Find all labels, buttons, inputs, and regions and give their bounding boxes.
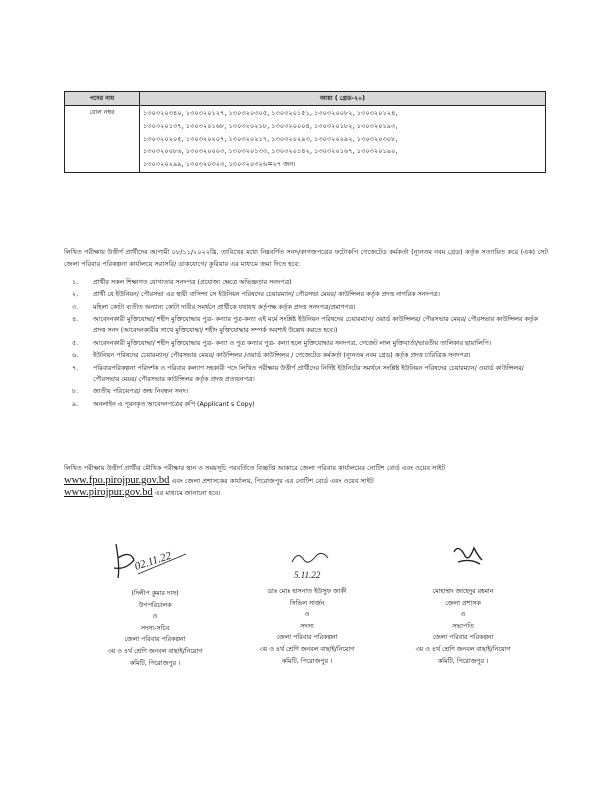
list-item <box>64 302 548 313</box>
signatory-name: (দিলীপ কুমার দাস) <box>131 590 179 597</box>
left-signature-date: 02.11.22 <box>133 549 173 573</box>
signatory-name: মোহাম্মদ জাহেদুর রহমান <box>432 588 494 595</box>
list-item <box>64 363 548 385</box>
item-text: ইউনিয়ন পরিষদের চেয়ারম্যান/ পৌরসভার মেয়র/ কাউন্সিলর /ওয়ার্ড কাউন্সিলর / গেজেটেড কর্মকর্তা (ন্যূনতম নবম গ্রেড) কর্তৃক প্রদত্ত চারিত্রিক সনদপত্র। <box>93 352 471 360</box>
signatory-org: জেলা পরিবার পরিকল্পনা <box>276 634 338 642</box>
list-item <box>64 314 548 336</box>
item-number: ৬. <box>72 352 79 360</box>
document-instructions: লিখিত পরীক্ষায় উত্তীর্ণ প্রার্থীদের আগামী ০৮/১১/২০২২খ্রি. তারিখের মধ্যে নিম্নবর্ণিত সনদ/কাগজপত্রের ফটোকপি গেজেটেড কর্মকর্তা (ন্যূনতম নবম গ্রেড) কর্তৃক সত্যায়িত করে (এক) সেট জেলা পরিবার পরিকল্পনা কার্যালয়ে সরাসরি/ ডাকযোগে/ কুরিয়ার এর মাধ্যমে জমা দিতে হবে: <box>64 248 548 268</box>
mid-signature-mark <box>282 548 352 584</box>
roll-line: ১৩০৩২০১৩৭, ১৩০৩২০১৬৮, ১৩০৩২০২১৮, ১৩০৩২০০০৪, ১৩০৩২০১৮২, ১৩০৩২০১৯৩, <box>143 121 398 130</box>
item-number: ৮. <box>72 388 79 396</box>
fpo-website-link[interactable]: www.fpo.pirojpur.gov.bd <box>64 474 170 486</box>
signatory-conjunction: ও <box>460 611 466 619</box>
signatory-committee: ৩য় ও ৪র্থ শ্রেণি জনবল বাছাই/নিয়োগ <box>259 645 355 653</box>
signature-block-member <box>232 586 382 667</box>
item-number: ২. <box>72 291 79 299</box>
item-number: ৫. <box>72 339 79 347</box>
roll-line: ১৩০৩২০০৮৬, ১৩০৩২০০০৩, ১৩০৩২০১৩৩, ১৩০৩২০১৪২, ১৩০৩২০১৬৭, ১৩০৩২০১৯০, <box>143 147 398 156</box>
signatory-role: সভাপতি <box>452 622 474 630</box>
signatory-role: সদস্য-সচিব <box>140 624 170 632</box>
list-item <box>64 386 548 397</box>
item-text: অনলাইন এ পূরনকৃত আবেদনপত্রের কপি (Applicant s Copy) <box>93 400 255 408</box>
item-text: প্রার্থী যে ইউনিয়ন/ পৌরসভা এর স্থায়ী বাসিন্দা সে ইউনিয়ন পরিষদের চেয়ারম্যান/ পৌরসভা মেয়র/ কাউন্সিলর কর্তৃক প্রদত্ত নাগরিক সনদপত্র। <box>93 291 440 299</box>
right-signature-mark <box>448 542 488 572</box>
required-documents-list <box>64 277 548 411</box>
roll-numbers-cell <box>140 106 546 173</box>
list-item <box>64 289 548 300</box>
item-number: ৯. <box>72 400 79 408</box>
list-item <box>64 277 548 288</box>
mid-signature-date: 5.11.22 <box>294 570 321 580</box>
table-row <box>65 106 546 173</box>
viva-text: এর মাধ্যমে জানানো হবে। <box>154 489 221 498</box>
item-number: ৭. <box>72 364 79 372</box>
signature-block-member-secretary <box>80 588 230 669</box>
table-header-row <box>65 92 546 106</box>
item-text: আবেদনকারী মুক্তিযোদ্ধা/ শহীদ মুক্তিযোদ্ধার পুত্র- কন্যা ও পুত্র কন্যার পুত্র- কন্যা হলে মুক্তিযোদ্ধার সনদপত্র, গেজেট লাল মুক্তিবার্তা/ভারতীয় তালিকার ছায়ালিপি। <box>93 339 492 347</box>
item-text: পরিবারপরিকল্পনা পরিদর্শক ও পরিবার কল্যাণ সহকারী পদে লিখিত পরীক্ষায় উত্তীর্ণ প্রার্থীদের নির্দিষ্ট ইউনিটের সমর্থনে সংশ্লিষ্ট ইউনিয়ন পরিষদের চেয়ারম্যান/ ওয়ার্ড কাউন্সিলর/পৌরসভার মেয়র/ পৌরসভার কাউন্সিলর কর্তৃক প্রদত্ত প্রত্যয়নপত্র। <box>93 364 524 383</box>
viva-notice <box>64 463 548 500</box>
item-number: ১. <box>72 279 79 286</box>
item-text: মহিলা কোটা ব্যতীত অন্যান্য কোটা দাবীর সমর্থনে প্রার্থীকে যথাযথ কর্তৃপক্ষ কর্তৃক প্রদত্ত সনদপত্র/প্রমাণপত্র। <box>93 303 356 311</box>
roll-line: ১৩০৩২০২৯৯, ১৩০৩২০৩২৩, ১৩০৩২০৩২৬=২৭ জন। <box>143 160 296 169</box>
item-text: আবেদনকারী মুক্তিযোদ্ধা/ শহীদ মুক্তিযোদ্ধার পুত্র- কন্যার পুত্র-কন্যা এই মর্মে সংশ্লিষ্ট ইউনিয়ন পরিষদের চেয়ারম্যান/ ওয়ার্ড কাউন্সিলর/ পৌরসভার মেয়র/ পৌরসভার কাউন্সিলর কর্তৃক প্রদত্ত সনদ (আবেদনকারীর সাথে মুক্তিযোদ্ধা/ শহীদ মুক্তিযোদ্ধার সম্পর্ক অবশ্যই উল্লেখ করতে হবে।) <box>93 316 538 335</box>
list-item <box>64 350 548 361</box>
item-number: ৪. <box>72 316 79 324</box>
signatory-location: কমিটি, পিরোজপুর । <box>281 657 333 665</box>
signatory-committee: ৩য় ও ৪র্থ শ্রেণি জনবল বাছাই/নিয়োগ <box>415 645 511 653</box>
roll-line: ১৩০৩২০৩৪০, ১৩০৩২০১২৭, ১৩০৩২০৩০৫, ১৩০৩২০১৫১, ১৩০৩২০০৮২, ১৩০৩২০১২৪, <box>143 109 398 117</box>
signatory-name: ডাঃ মোঃ হাসনাত ইউসুফ জাকী <box>267 588 347 595</box>
item-number: ৩. <box>72 303 79 311</box>
signatory-designation: সিভিল সার্জন <box>289 599 325 607</box>
signatory-conjunction: ও <box>152 613 158 621</box>
item-text: প্রার্থীর সকল শিক্ষাগত যোগ্যতার সনদপত্র (প্রযোজ্য ক্ষেত্রে অভিজ্ঞতার সনদপত্র) <box>93 279 292 286</box>
signatory-org: জেলা পরিবার পরিকল্পনা <box>124 636 186 644</box>
signatory-conjunction: ও <box>304 611 310 619</box>
left-signature-mark <box>108 536 198 586</box>
signatory-role: সদস্য <box>300 622 314 630</box>
viva-text: এবং জেলা প্রশাসকের কার্যালয়, পিরোজপুর এর নোটিশ বোর্ড এবং ওয়েব সাইট <box>171 476 374 485</box>
post-name-header: পদের নাম <box>65 92 140 106</box>
signatory-location: কমিটি, পিরোজপুর । <box>437 657 489 665</box>
signatory-location: কমিটি, পিরোজপুর । <box>129 659 181 667</box>
viva-text: লিখিত পরীক্ষায় উত্তীর্ণ প্রার্থীর মৌখিক পরীক্ষার স্থান ও সময়সূচি পরবর্তিতে বিজ্ঞপ্তি আকারে জেলা পরিবার কার্যালয়ের নোটিশ বোর্ড এবং ওয়েব সাইট <box>64 464 446 472</box>
item-text: জাতীয় পরিচয়পত্র/ জন্ম নিবন্ধন সনদ। <box>93 388 189 396</box>
roll-line: ১৩০৩২০২০৫, ১৩০৩২০২০৭, ১৩০৩২০২১৭, ১৩০৩২০২৯৩, ১৩০৩২০২৯২, ১৩০৩২০৩০৮, <box>143 134 398 143</box>
list-item <box>64 399 548 410</box>
list-item <box>64 338 548 349</box>
post-grade-header: আয়া ( গ্রেড-২০) <box>140 92 546 106</box>
signatory-designation: জেলা প্রশাসক <box>445 599 481 607</box>
signature-block-president <box>388 586 538 667</box>
signatory-designation: উপপরিচালক <box>138 601 172 609</box>
pirojpur-website-link[interactable]: www.pirojpur.gov.bd <box>64 487 153 499</box>
results-table <box>64 91 546 173</box>
roll-label: রোল নম্বর <box>65 106 140 173</box>
signatory-committee: ৩য় ও ৪র্থ শ্রেণি জনবল বাছাই/নিয়োগ <box>107 647 203 655</box>
signatory-org: জেলা পরিবার পরিকল্পনা <box>432 634 494 642</box>
